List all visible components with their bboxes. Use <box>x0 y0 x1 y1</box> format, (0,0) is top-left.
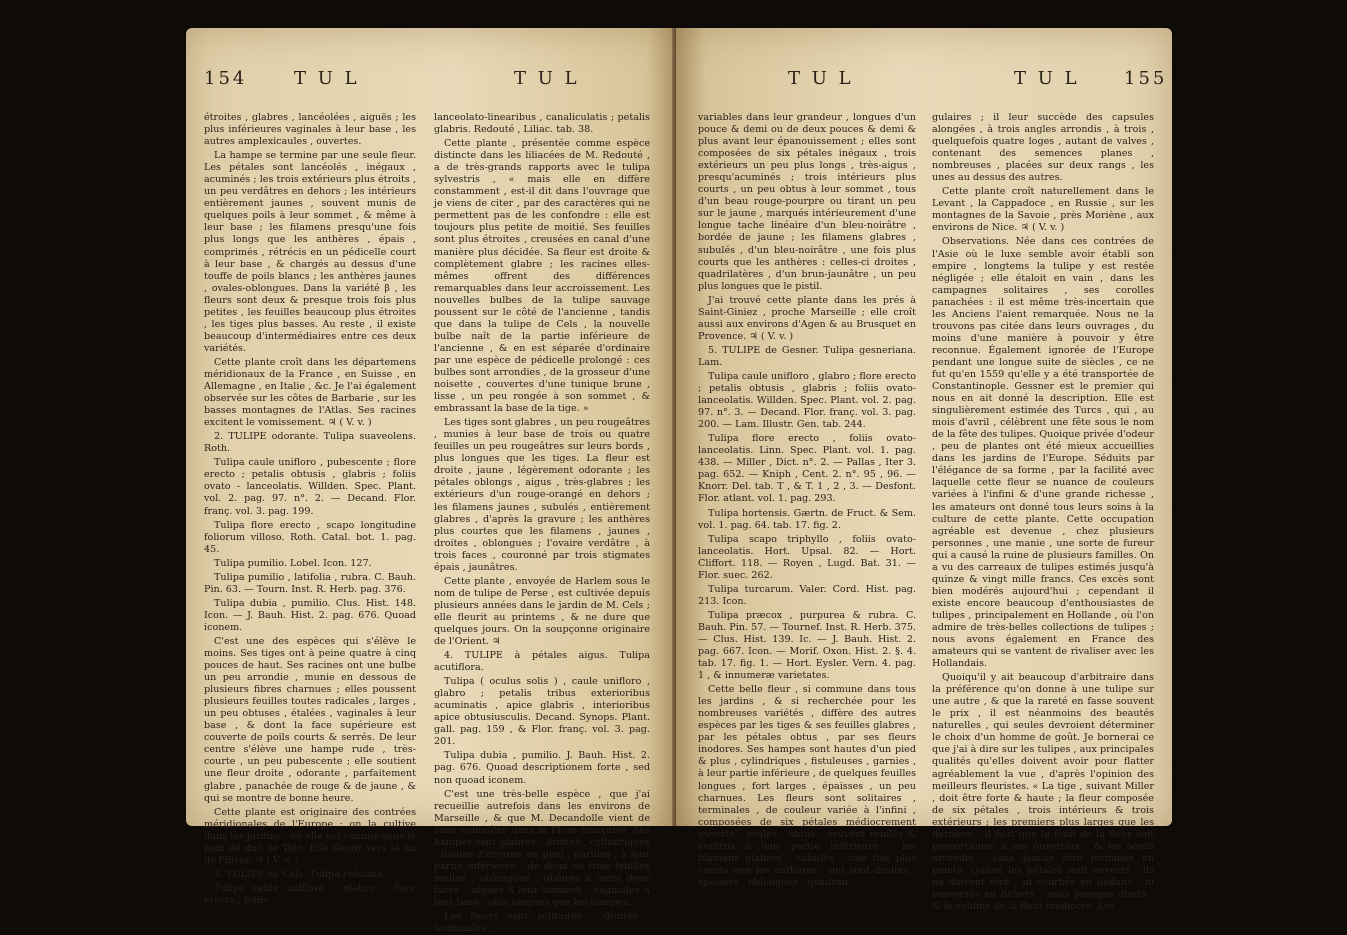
citation: Tulipa flore erecto , scapo longitudine foliorum villoso. Roth. Catal. bot. 1. pag. 45. <box>204 519 416 555</box>
citation: Tulipa turcarum. Valer. Cord. Hist. pag. 213. Icon. <box>698 583 916 607</box>
species-heading: 3. TULIPE de Cels. Tulipa celsiana. <box>214 868 386 880</box>
paragraph: La hampe se termine par une seule fleur. Les pétales sont lancéolés , inégaux , acuminés ; les trois extérieurs plus étroits , un peu verdâtres en dehors ; les intérieurs entièrement jaunes , souvent munis de quelques poils à leur sommet , & même à leur base ; les filamens presqu'une fois plus longs que les anthères , épais , comprimés , rétrécis en un pédicelle court à leur base , & chargés au dessus d'une touffe de poils blancs ; les anthères jaunes , ovales-oblongues. Dans la variété β , les fleurs sont deux & presque trois fois plus petites , les feuilles beaucoup plus étroites , les tiges plus basses. Au reste , il existe beaucoup d'intermédiaires entre ces deux variétés. <box>204 150 416 354</box>
paragraph: Cette plante est originaire des contrées méridionales de l'Europe : on la cultive dans les jardins , où elle est connue sous le nom de duc de Tole. Elle fleurit vers la fin de l'hiver. ♃ ( V. v. ) <box>204 806 416 866</box>
paragraph: Cette plante , envoyée de Harlem sous le nom de tulipe de Perse , est cultivée depuis plusieurs années dans le jardin de M. Cels ; elle fleurit au printems , & ne dure que quelques jours. On la soupçonne originaire de l'Orient. ♃ <box>434 575 650 648</box>
citation: lanceolato-linearibus , canaliculatis ; petalis glabris. Redouté , Liliac. tab. 38. <box>434 112 650 136</box>
paragraph: Cette plante croît dans les départemens méridionaux de la France , en Suisse , en Allemagne , en Italie , &c. Je l'ai également observée sur les côtes de Barbarie , sur les basses montagnes de l'Atlas. Ses racines excitent le vomissement. ♃ ( V. v. ) <box>204 356 416 429</box>
paragraph: Les tiges sont glabres , un peu rougeâtres , munies à leur base de trois ou quatre feuilles un peu rougeâtres sur leurs bords , plus longues que les tiges. La fleur est droite , jaune , légèrement odorante ; les pétales oblongs , aigus , très-glabres ; les extérieurs d'un rouge-orangé en dehors ; les filamens jaunes , subulés , entièrement glabres , d'après la gravure ; les anthères plus courtes que les filamens , jaunes , droites , oblongues ; l'ovaire verdâtre , à trois faces , couronné par trois stigmates épais , jaunâtres. <box>434 417 650 573</box>
right-page-header <box>698 68 1168 92</box>
right-page-column-2 <box>932 112 1155 913</box>
citation: Tulipa caule unifloro , pubescente ; flore erecto ; petalis obtusis , glabris ; foliis ovato - lanceolatis. Willden. Spec. Plant. vol. 2. pag. 97. n°. 2. — Decand. Flor. franç. vol. 3. pag. 199. <box>204 457 416 517</box>
left-page-column-2 <box>434 112 650 935</box>
paragraph: C'est une des espèces qui s'élève le moins. Ses tiges ont à peine quatre à cinq pouces de haut. Ses racines ont une bulbe un peu arrondie , munie en dessous de plusieurs fibres charnues ; elles poussent plusieurs feuilles toutes radicales , larges , un peu obtuses , étalées , vaginales à leur base , & dont la face supérieure est couverte de poils courts & serrés. De leur centre s'élève une hampe rude , très-courte , un peu pubescente ; elle soutient une fleur droite , odorante , parfaitement glabre , panachée de rouge & de jaune , & qui se montre de bonne heure. <box>204 635 416 804</box>
citation: Tulipa hortensis. Gærtn. de Fruct. & Sem. vol. 1. pag. 64. tab. 17. fig. 2. <box>698 507 916 531</box>
left-page-column-1 <box>204 112 416 906</box>
paragraph: Les fleurs sont solitaires , droites , terminales , <box>434 911 650 935</box>
species-heading: 5. TULIPE de Gesner. Tulipa gesneriana. Lam. <box>698 344 916 368</box>
paragraph: C'est une très-belle espèce , que j'ai recueillie autrefois dans les environs de Marseille , & que M. Decandolle vient de faire connoître dans la Flore française. Ses hampes sont glabres , droites , cylindriques , hautes d'environ un pied , garnies , à leur partie inférieure , de deux ou trois feuilles molles , oblongues , glabres à leurs deux faces , aiguës à leur sommet , vaginales à leur base , plus longues que les hampes. <box>434 788 650 908</box>
paragraph: Cette belle fleur , si commune dans tous les jardins , & si recherchée pour les nombreuses variétés , diffère des autres espèces par les tiges & ses feuilles glabres , par les pétales obtus , par ses fleurs inodores. Ses hampes sont hautes d'un pied & plus , cylindriques , fistuleuses , garnies , à leur partie inférieure , de quelques feuilles longues , fort larges , épaisses , un peu charnues. Les fleurs sont solitaires , terminales , de couleur variée à l'infini , composées de six pétales médiocrement ouverts , ovales , obtus , souvent renflés & ventrus à leur partie inférieure ; les filamens glabres , subulés , une fois plus courts que les anthères , qui sont droites , épaisses , oblongues , quadran- <box>698 684 916 888</box>
paragraph: étroites , glabres , lancéolées , aiguës ; les plus inférieures vaginales à leur base , les autres amplexicaules , ouvertes. <box>204 112 416 148</box>
paragraph: Cette plante , présentée comme espèce distincte dans les liliacées de M. Redouté , a de très-grands rapports avec le tulipa sylvestris , « mais elle en diffère constamment , est-il dit dans l'ouvrage que je viens de citer , par des caractères qui ne permettent pas de les confondre : elle est toujours plus petite de moitié. Ses feuilles sont plus étroites , creusées en canal d'une manière plus décidée. Sa fleur est droite & complètement glabre ; les racines elles-mêmes offrent des différences remarquables dans leur accroissement. Les nouvelles bulbes de la tulipe sauvage poussent sur le côté de l'ancienne , tandis que dans la tulipe de Cels , la nouvelle bulbe naît de la partie inférieure de l'ancienne , & en est séparée d'ordinaire par une espèce de pédicelle prolongé : ces bulbes sont arrondies , de la grosseur d'une noisette , couvertes d'une tunique brune , lisse , un peu rongée à son sommet , & embrassant la base de la tige. » <box>434 138 650 415</box>
citation: Tulipa flore erecto , foliis ovato-lanceolatis. Linn. Spec. Plant. vol. 1. pag. 438. — Miller , Dict. n°. 2. — Pallas , Iter 3. pag. 652. — Kniph , Cent. 2. n°. 95 , 96. — Knorr. Del. tab. T , & T. 1 , 2 , 3. — Desfont. Flor. atlant. vol. 1. pag. 293. <box>698 433 916 505</box>
paragraph: Quoiqu'il y ait beaucoup d'arbitraire dans la préférence qu'on donne à une tulipe sur une autre , & que la rareté en fasse souvent le prix , il est néanmoins des beautés naturelles , qui seules devroient déterminer le choix d'un homme de goût. Je bornerai ce que j'ai à dire sur les tulipes , aux principales qualités qu'elles doivent avoir pour flatter agréablement la vue , d'après l'opinion des meilleurs fleuristes. « La tige , suivant Miller , doit être forte & haute ; la fleur composée de six pétales , trois intérieurs & trois extérieurs ; les premiers plus larges que les derniers : il faut que le fond de la fleur soit proportionné à son ouverture , & les bords arrondis , sans jamais être terminés en pointe. Quand les pétales sont ouverts , ils ne doivent être , ni courbés en dedans , ni renversés en dehors , mais presque droits , & le volume de la fleur médiocre. Les <box>932 672 1154 913</box>
paragraph: J'ai trouvé cette plante dans les prés à Saint-Giniez , proche Marseille ; elle croît aussi aux environs d'Agen & au Brusquet en Provence. ♃ ( V. v. ) <box>698 294 916 342</box>
citation: Tulipa pumilio , latifolia , rubra. C. Bauh. Pin. 63. — Tourn. Inst. R. Herb. pag. 376. <box>204 571 416 595</box>
left-page-running-head-2: T U L <box>514 68 580 89</box>
right-page-running-head-1: T U L <box>788 68 854 89</box>
citation: Tulipa præcox , purpurea & rubra. C. Bauh. Pin. 57. — Tournef. Inst. R. Herb. 375. — Clus. Hist. 139. Ic. — J. Bauh. Hist. 2. pag. 667. Icon. — Morif. Oxon. Hist. 2. §. 4. tab. 17. fig. 1. — Hort. Eysler. Vern. 4. pag. 1 , & innumeræ varietates. <box>698 609 916 682</box>
citation: Tulipa pumilio. Lobel. Icon. 127. <box>214 557 372 569</box>
citation: Tulipa caule unifloro , glabro ; flore erecto ; petalis obtusis , glabris ; foliis ovato-lanceolatis. Willden. Spec. Plant. vol. 2. pag. 97. n°. 3. — Decand. Flor. franç. vol. 3. pag. 200. — Lam. Illustr. Gen. tab. 244. <box>698 370 916 431</box>
citation: Tulipa scapo triphyllo , foliis ovato-lanceolatis. Hort. Upsal. 82. — Hort. Cliffort. 118. — Royen , Lugd. Bat. 31. — Flor. suec. 262. <box>698 533 916 581</box>
right-page-number: 155 <box>1124 68 1168 89</box>
right-page-running-head-2: T U L <box>1014 68 1080 89</box>
paragraph: variables dans leur grandeur , longues d'un pouce & demi ou de deux pouces & demi & plus avant leur épanouissement ; elles sont composées de six pétales inégaux , trois extérieurs un peu plus longs , très-aigus , presqu'acuminés ; trois intérieurs plus courts , un peu obtus à leur sommet , tous d'un beau rouge-pourpre ou tirant un peu sur le jaune , marqués intérieurement d'une longue tache linéaire d'un bleu-noirâtre , bordée de jaune ; les filamens glabres , subulés , d'un bleu-noirâtre , une fois plus courts que les anthères : celles-ci droites , quadrilatères , d'un brun-jaunâtre , un peu plus longues que le pistil. <box>698 112 916 292</box>
left-page <box>186 28 676 935</box>
left-page-running-head-1: T U L <box>294 68 360 89</box>
paragraph: Cette plante croît naturellement dans le Levant , la Cappadoce , en Russie , sur les montagnes de la Savoie , près Moriène , aux environs de Nice. ♃ ( V. v. ) <box>932 186 1154 234</box>
paragraph: gulaires ; il leur succède des capsules alongées , à trois angles arrondis , à trois , quelquefois quatre loges , autant de valves , contenant des semences planes , nombreuses , placées sur deux rangs , les unes au dessus des autres. <box>932 112 1154 184</box>
citation: Tulipa dubia , pumilio. J. Bauh. Hist. 2. pag. 676. Quoad descriptionem forte , sed non quoad iconem. <box>434 750 650 786</box>
left-page-header <box>204 68 654 92</box>
left-page-number: 154 <box>204 68 248 89</box>
right-page <box>676 28 1172 913</box>
paragraph: Observations. Née dans ces contrées de l'Asie où le luxe semble avoir établi son empire , longtems la tulipe y est restée négligée ; elle étaloit en vain , dans les campagnes solitaires , ses corolles panachées : il est même très-incertain que les Anciens l'aient remarquée. Nous ne la trouvons pas citée dans leurs ouvrages , du moins d'une manière à pouvoir y être reconnue. Également ignorée de l'Europe pendant une longue suite de siècles , ce ne fut qu'en 1559 qu'elle y a été transportée de Constantinople. Gessner est le premier qui nous en ait donné la description. Elle est singulièrement estimée des Turcs , qui , au mois d'avril , célèbrent une fête sous le nom de la fête des tulipes. Quoique privée d'odeur , peu de plantes ont été mieux accueillies dans les jardins de l'Europe. Séduits par l'élégance de sa forme , par la facilité avec laquelle cette fleur se nuance de couleurs variées à l'infini & d'une grande richesse , les amateurs ont donné tous leurs soins à la culture de cette plante. Cette occupation agréable est devenue , chez plusieurs personnes , une manie , une sorte de fureur qui a causé la ruine de plusieurs familles. On a vu des carreaux de tulipes estimés jusqu'à quinze & vingt mille francs. Ces excès sont bien modérés aujourd'hui ; cependant il existe encore beaucoup d'enthousiastes de tulipes , principalement en Hollande , où l'on admire de très-belles collections de tulipes ; nous avons également en France des amateurs qui se vantent de rivaliser avec les Hollandais. <box>932 236 1155 670</box>
citation: Tulipa caule unifloro , glabro ; flore erecto ; foliis <box>204 882 416 906</box>
right-page-column-1 <box>698 112 916 888</box>
species-heading: 4. TULIPE à pétales aigus. Tulipa acutiflora. <box>434 650 650 674</box>
citation: Tulipa ( oculus solis ) , caule unifloro , glabro ; petalis tribus exterioribus acuminatis , apice glabris , interioribus apice obtusiusculis. Decand. Synops. Plant. gall. pag. 159 , & Flor. franç. vol. 3. pag. 201. <box>434 676 650 748</box>
citation: Tulipa dubia , pumilio. Clus. Hist. 148. Icon. — J. Bauh. Hist. 2. pag. 676. Quoad iconem. <box>204 597 416 633</box>
species-heading: 2. TULIPE odorante. Tulipa suaveolens. Roth. <box>204 431 416 455</box>
